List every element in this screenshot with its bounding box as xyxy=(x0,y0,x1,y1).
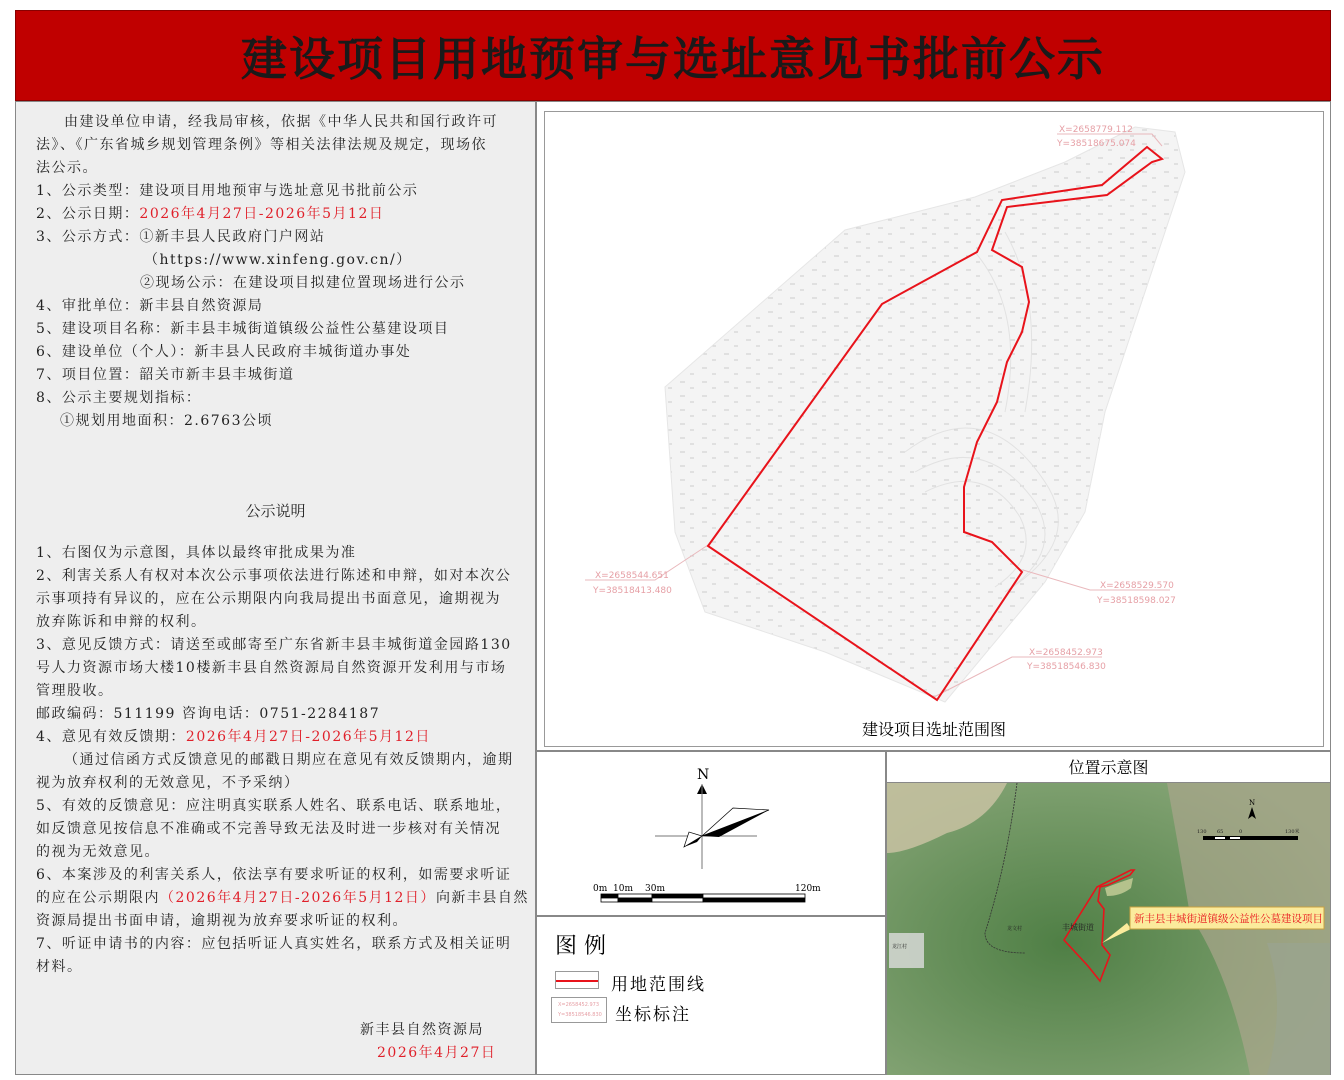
village-label: 龙江村 xyxy=(892,944,908,950)
intro-line: 法》、《广东省城乡规划管理条例》等相关法律法规及规定，现场依 xyxy=(36,137,487,153)
date-label: 2、公示日期： xyxy=(36,206,140,222)
village-label: 龙文村 xyxy=(1007,926,1023,932)
hearing-period: （2026年4月27日-2026年5月12日） xyxy=(160,890,436,906)
notice-date xyxy=(36,204,384,224)
coord-label-swatch xyxy=(551,997,607,1023)
north-label: N xyxy=(697,767,710,783)
scale-label: 0 xyxy=(1239,829,1243,835)
coord-y: Y=38518546.830 xyxy=(1027,662,1106,672)
indicators: 8、公示主要规划指标： xyxy=(36,390,202,406)
note-6-text: 向新丰县自然 xyxy=(435,890,529,906)
notice-method-1: 3、公示方式：①新丰县人民政府门户网站 xyxy=(36,229,326,245)
land-area: ①规划用地面积：2.6763公顷 xyxy=(60,413,273,429)
site-map-panel xyxy=(536,101,1331,751)
note-2: 放弃陈诉和申辩的权利。 xyxy=(36,614,207,630)
coord-x: X=2658779.112 xyxy=(1059,125,1133,135)
feedback-label: 4、意见有效反馈期： xyxy=(36,729,186,745)
satellite-map xyxy=(887,783,1330,1075)
note-5: 如反馈意见按信息不准确或不完善导致无法及时进一步核对有关情况 xyxy=(36,821,501,837)
note-6: 6、本案涉及的利害关系人，依法享有要求听证的权利，如需要求听证 xyxy=(36,867,512,883)
project-name: 5、建设项目名称：新丰县丰城街道镇级公益性公墓建设项目 xyxy=(36,321,450,337)
street-label: 丰城街道 xyxy=(1062,923,1094,932)
sample-y: Y=38518546.830 xyxy=(558,1012,602,1018)
scale-label: 120m xyxy=(795,884,821,894)
legend-title: 图 例 xyxy=(555,934,606,959)
legend-item-boundary: 用地范围线 xyxy=(611,975,706,995)
construction-unit: 6、建设单位（个人）：新丰县人民政府丰城街道办事处 xyxy=(36,344,412,360)
approver: 4、审批单位：新丰县自然资源局 xyxy=(36,298,264,314)
sample-x: X=2658452.973 xyxy=(558,1002,600,1008)
date-value: 2026年4月27日-2026年5月12日 xyxy=(139,206,385,222)
header-banner xyxy=(15,10,1331,101)
contact-info: 邮政编码：511199 咨询电话：0751-2284187 xyxy=(36,706,381,722)
scale-label: 130 xyxy=(1197,829,1207,835)
note-7: 材料。 xyxy=(36,959,83,975)
location-title: 位置示意图 xyxy=(887,752,1330,783)
note-7: 7、听证申请书的内容：应包括听证人真实姓名，联系方式及相关证明 xyxy=(36,936,512,952)
note-3: 号人力资源市场大楼10楼新丰县自然资源局自然资源开发利用与市场 xyxy=(36,660,507,676)
note-4 xyxy=(36,727,431,747)
intro-line: 法公示。 xyxy=(36,160,98,176)
site-map-drawing xyxy=(545,112,1325,712)
legend-item-coord: 坐标标注 xyxy=(615,1005,691,1025)
compass-scale-panel xyxy=(536,751,886,916)
note-3: 管理股收。 xyxy=(36,683,114,699)
intro-line: 由建设单位申请，经我局审核，依据《中华人民共和国行政许可 xyxy=(64,114,498,130)
note-6 xyxy=(36,888,529,908)
notes-heading: 公示说明 xyxy=(245,502,306,520)
note-4-detail: 视为放弃权利的无效意见，不予采纳） xyxy=(36,775,300,791)
north-arrow-icon xyxy=(537,752,887,917)
location-panel xyxy=(886,751,1331,1075)
site-map xyxy=(544,111,1324,747)
location-scale-bar xyxy=(1203,836,1298,840)
project-location: 7、项目位置：韶关市新丰县丰城街道 xyxy=(36,367,295,383)
coord-x: X=2658544.651 xyxy=(595,571,669,581)
scale-label: 0m xyxy=(593,884,608,894)
callout-text: 新丰县丰城街道镇级公益性公墓建设项目 xyxy=(1134,913,1323,925)
note-2: 示事项持有异议的，应在公示期限内向我局提出书面意见，逾期视为 xyxy=(36,591,501,607)
scale-label: 30m xyxy=(645,884,665,894)
note-6-text: 的应在公示期限内 xyxy=(36,890,160,906)
note-2: 2、利害关系人有权对本次公示事项依法进行陈述和申辩，如对本次公 xyxy=(36,568,512,584)
scale-bar xyxy=(601,894,805,902)
notice-url[interactable]: （https://www.xinfeng.gov.cn/） xyxy=(144,252,412,268)
site-map-title: 建设项目选址范围图 xyxy=(861,720,1006,739)
note-5: 5、有效的反馈意见：应注明真实联系人姓名、联系电话、联系地址， xyxy=(36,798,512,814)
coord-y: Y=38518598.027 xyxy=(1097,596,1176,606)
notice-panel xyxy=(15,101,536,1075)
coord-y: Y=38518413.480 xyxy=(593,586,672,596)
note-1: 1、右图仅为示意图，具体以最终审批成果为准 xyxy=(36,545,357,561)
signer: 新丰县自然资源局 xyxy=(360,1022,484,1038)
coord-x: X=2658529.570 xyxy=(1100,581,1174,591)
boundary-line-swatch xyxy=(555,971,599,989)
scale-label: 10m xyxy=(613,884,633,894)
feedback-period: 2026年4月27日-2026年5月12日 xyxy=(185,729,431,745)
coord-x: X=2658452.973 xyxy=(1029,648,1103,658)
note-4-detail: （通过信函方式反馈意见的邮戳日期应在意见有效反馈期内，逾期 xyxy=(64,752,514,768)
scale-label: 130米 xyxy=(1285,829,1300,835)
page-title: 建设项目用地预审与选址意见书批前公示 xyxy=(241,31,1105,86)
coord-y: Y=38518675.074 xyxy=(1057,139,1136,149)
contour-area xyxy=(665,127,1185,702)
legend-panel xyxy=(536,916,886,1075)
note-5: 的视为无效意见。 xyxy=(36,844,160,860)
note-3: 3、意见反馈方式：请送至或邮寄至广东省新丰县丰城街道金园路130 xyxy=(36,637,512,653)
notice-type: 1、公示类型：建设项目用地预审与选址意见书批前公示 xyxy=(36,183,419,199)
sign-date: 2026年4月27日 xyxy=(377,1045,497,1061)
notice-method-2: ②现场公示：在建设项目拟建位置现场进行公示 xyxy=(140,275,466,291)
north-icon: N xyxy=(1249,799,1256,807)
scale-label: 65 xyxy=(1217,829,1224,835)
note-6: 资源局提出书面申请，逾期视为放弃要求听证的权利。 xyxy=(36,913,408,929)
